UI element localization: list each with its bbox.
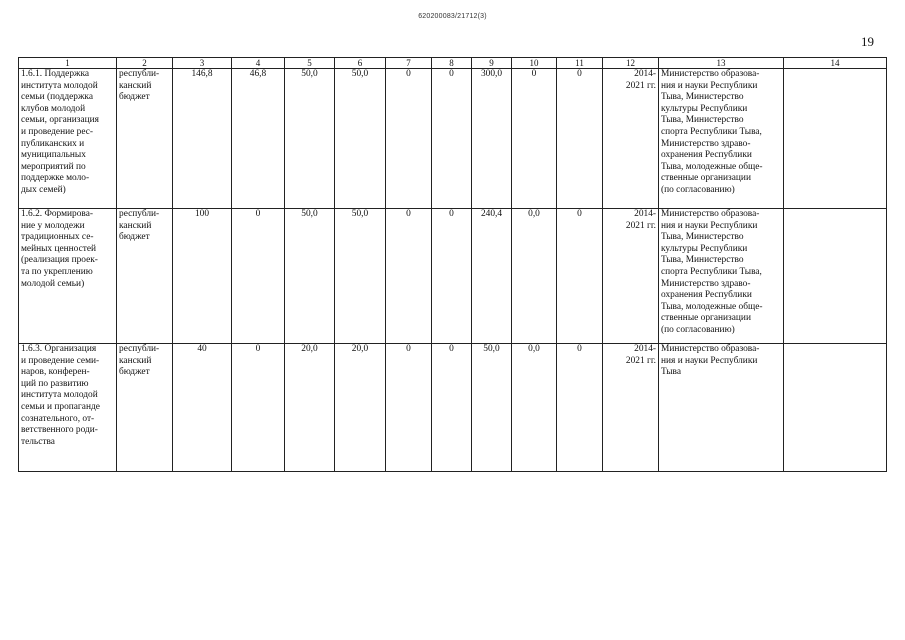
years-line: 2014- xyxy=(634,344,656,354)
value-cell-col10: 0,0 xyxy=(512,344,557,472)
table-row xyxy=(19,344,887,472)
activity-name-line: института молодой xyxy=(21,390,98,401)
executor-line: (по согласованию) xyxy=(661,324,735,335)
activity-name-line: и проведение семи- xyxy=(21,355,100,366)
activity-name-line: та по укреплению xyxy=(21,266,93,277)
activity-name-line: поддержке моло- xyxy=(21,173,90,184)
value-cell-col4: 46,8 xyxy=(232,69,285,209)
activity-name-line: молодой семьи) xyxy=(21,278,85,289)
executor-line: Тыва, молодежные обще- xyxy=(661,301,763,312)
years-line: 2021 гг. xyxy=(625,355,656,366)
funding-source-line: республи- xyxy=(119,344,160,354)
activity-name-line: ций по развитию xyxy=(21,378,89,389)
funding-source-line: республи- xyxy=(119,209,160,219)
value-cell-col5: 50,0 xyxy=(285,69,335,209)
column-number: 6 xyxy=(335,58,386,69)
activity-name-line: 1.6.2. Формирова- xyxy=(21,209,93,219)
executor-line: ния и науки Республики xyxy=(661,220,758,231)
years-cell xyxy=(603,344,659,472)
activity-name-line: тельства xyxy=(21,436,55,447)
executors-cell xyxy=(659,344,784,472)
funding-source-line: канский xyxy=(119,220,152,231)
activity-name-line: семьи (поддержка xyxy=(21,92,94,103)
activity-name-line: муниципальных xyxy=(21,150,86,161)
executor-line: Тыва, Министерство xyxy=(661,115,744,126)
executor-line: Тыва, молодежные обще- xyxy=(661,161,763,172)
value-cell-col5: 50,0 xyxy=(285,209,335,344)
column-number: 7 xyxy=(386,58,432,69)
value-cell-col11: 0 xyxy=(557,209,603,344)
activity-name-line: семьи, организация xyxy=(21,115,99,126)
years-line: 2014- xyxy=(634,209,656,219)
result-cell-col14 xyxy=(784,209,887,344)
funding-source-line: канский xyxy=(119,355,152,366)
activity-name-line: наров, конферен- xyxy=(21,367,90,378)
activity-name-line: дых семей) xyxy=(21,184,66,195)
executor-line: ственные организации xyxy=(661,173,751,184)
activity-name-line: и проведение рес- xyxy=(21,126,93,137)
value-cell-col3: 146,8 xyxy=(173,69,232,209)
value-cell-col7: 0 xyxy=(386,69,432,209)
column-number: 2 xyxy=(117,58,173,69)
executor-line: охранения Республики xyxy=(661,150,752,161)
funding-source-line: канский xyxy=(119,80,152,91)
years-cell xyxy=(603,69,659,209)
column-number: 10 xyxy=(512,58,557,69)
activity-name-line: ветственного роди- xyxy=(21,425,98,436)
activity-name-cell xyxy=(19,209,117,344)
value-cell-col9: 50,0 xyxy=(472,344,512,472)
funding-source-cell xyxy=(117,69,173,209)
column-number: 5 xyxy=(285,58,335,69)
value-cell-col8: 0 xyxy=(432,69,472,209)
table-row xyxy=(19,209,887,344)
value-cell-col4: 0 xyxy=(232,209,285,344)
activity-name-cell xyxy=(19,69,117,209)
years-line: 2014- xyxy=(634,69,656,79)
column-number-row xyxy=(19,58,887,69)
executor-line: Министерство образова- xyxy=(661,344,760,354)
funding-source-line: бюджет xyxy=(119,232,150,243)
activity-name-line: (реализация проек- xyxy=(21,255,98,266)
activity-name-line: семьи и пропаганде xyxy=(21,401,100,412)
funding-source-cell xyxy=(117,209,173,344)
executor-line: ния и науки Республики xyxy=(661,355,758,366)
funding-source-line: бюджет xyxy=(119,367,150,378)
funding-source-cell xyxy=(117,344,173,472)
executor-line: охранения Республики xyxy=(661,290,752,301)
value-cell-col7: 0 xyxy=(386,209,432,344)
executors-cell xyxy=(659,69,784,209)
value-cell-col7: 0 xyxy=(386,344,432,472)
value-cell-col8: 0 xyxy=(432,209,472,344)
page-number: 19 xyxy=(861,34,874,49)
column-number: 13 xyxy=(659,58,784,69)
executor-line: Тыва, Министерство xyxy=(661,92,744,103)
years-line: 2021 гг. xyxy=(625,220,656,231)
executors-cell xyxy=(659,209,784,344)
value-cell-col11: 0 xyxy=(557,69,603,209)
value-cell-col10: 0 xyxy=(512,69,557,209)
executor-line: Тыва, Министерство xyxy=(661,255,744,266)
executor-line: культуры Республики xyxy=(661,103,748,114)
executor-line: Министерство здраво- xyxy=(661,138,751,149)
value-cell-col10: 0,0 xyxy=(512,209,557,344)
activity-name-line: клубов молодой xyxy=(21,103,86,114)
executor-line: (по согласованию) xyxy=(661,184,735,195)
executor-line: спорта Республики Тыва, xyxy=(661,126,762,137)
column-number: 3 xyxy=(173,58,232,69)
activity-name-line: 1.6.3. Организация xyxy=(21,344,97,354)
activity-name-line: мейных ценностей xyxy=(21,243,97,254)
funding-source-line: республи- xyxy=(119,69,160,79)
executor-line: культуры Республики xyxy=(661,243,748,254)
value-cell-col5: 20,0 xyxy=(285,344,335,472)
activity-name-line: традиционных се- xyxy=(21,232,94,243)
value-cell-col4: 0 xyxy=(232,344,285,472)
result-cell-col14 xyxy=(784,344,887,472)
activity-name-line: 1.6.1. Поддержка xyxy=(21,69,90,79)
column-number: 11 xyxy=(557,58,603,69)
executor-line: Тыва, Министерство xyxy=(661,232,744,243)
column-number: 9 xyxy=(472,58,512,69)
document-id: 620200083/21712(3) xyxy=(418,13,487,20)
activity-name-line: сознательного, от- xyxy=(21,413,95,424)
executor-line: Министерство образова- xyxy=(661,69,760,79)
activity-name-line: мероприятий по xyxy=(21,161,86,172)
value-cell-col3: 100 xyxy=(173,209,232,344)
column-number: 12 xyxy=(603,58,659,69)
value-cell-col6: 50,0 xyxy=(335,69,386,209)
funding-source-line: бюджет xyxy=(119,92,150,103)
value-cell-col9: 300,0 xyxy=(472,69,512,209)
value-cell-col11: 0 xyxy=(557,344,603,472)
value-cell-col6: 20,0 xyxy=(335,344,386,472)
executor-line: Министерство образова- xyxy=(661,209,760,219)
value-cell-col6: 50,0 xyxy=(335,209,386,344)
executor-line: Тыва xyxy=(661,367,682,378)
column-number: 4 xyxy=(232,58,285,69)
column-number: 1 xyxy=(19,58,117,69)
years-line: 2021 гг. xyxy=(625,80,656,91)
executor-line: ственные организации xyxy=(661,313,751,324)
executor-line: ния и науки Республики xyxy=(661,80,758,91)
result-cell-col14 xyxy=(784,69,887,209)
executor-line: спорта Республики Тыва, xyxy=(661,266,762,277)
executor-line: Министерство здраво- xyxy=(661,278,751,289)
value-cell-col3: 40 xyxy=(173,344,232,472)
activity-name-line: публиканских и xyxy=(21,138,85,149)
activity-name-line: ние у молодежи xyxy=(21,220,85,231)
value-cell-col9: 240,4 xyxy=(472,209,512,344)
program-table xyxy=(18,57,887,472)
column-number: 14 xyxy=(784,58,887,69)
column-number: 8 xyxy=(432,58,472,69)
table-row xyxy=(19,69,887,209)
years-cell xyxy=(603,209,659,344)
activity-name-cell xyxy=(19,344,117,472)
value-cell-col8: 0 xyxy=(432,344,472,472)
activity-name-line: института молодой xyxy=(21,80,98,91)
